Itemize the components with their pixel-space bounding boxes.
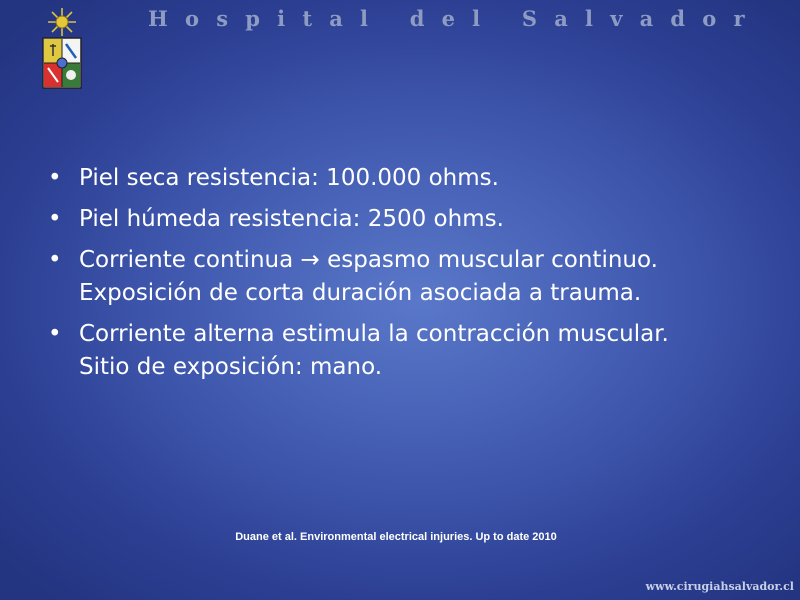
coat-of-arms-logo-icon: [38, 6, 86, 90]
bullet-dot-icon: •: [48, 247, 62, 273]
bullet-text-line-1: [79, 244, 764, 277]
bullet-list: [44, 162, 764, 392]
bullet-text: Piel húmeda resistencia: 2500 ohms.: [79, 206, 504, 232]
website-url: www.cirugiahsalvador.cl: [645, 580, 794, 593]
list-item: [44, 162, 764, 195]
arrow-right-icon: →: [300, 247, 320, 273]
bullet-dot-icon: •: [48, 165, 62, 191]
citation: Duane et al. Environmental electrical injuries. Up to date 2010: [235, 531, 557, 543]
bullet-dot-icon: •: [48, 321, 62, 347]
bullet-dot-icon: •: [48, 206, 62, 232]
hospital-title: Hospital del Salvador: [148, 6, 762, 31]
bullet-text-line-1: Corriente alterna estimula la contracción muscular.: [79, 321, 669, 347]
list-item: [44, 318, 764, 384]
list-item: [44, 203, 764, 236]
bullet-text-line-2: Exposición de corta duración asociada a trauma.: [79, 280, 642, 306]
bullet-tail-text: espasmo muscular continuo.: [327, 247, 658, 273]
list-item: [44, 244, 764, 310]
bullet-text: Piel seca resistencia: 100.000 ohms.: [79, 165, 499, 191]
bullet-text-line-2: Sitio de exposición: mano.: [79, 354, 383, 380]
bullet-lead-text: Corriente continua: [79, 247, 294, 273]
